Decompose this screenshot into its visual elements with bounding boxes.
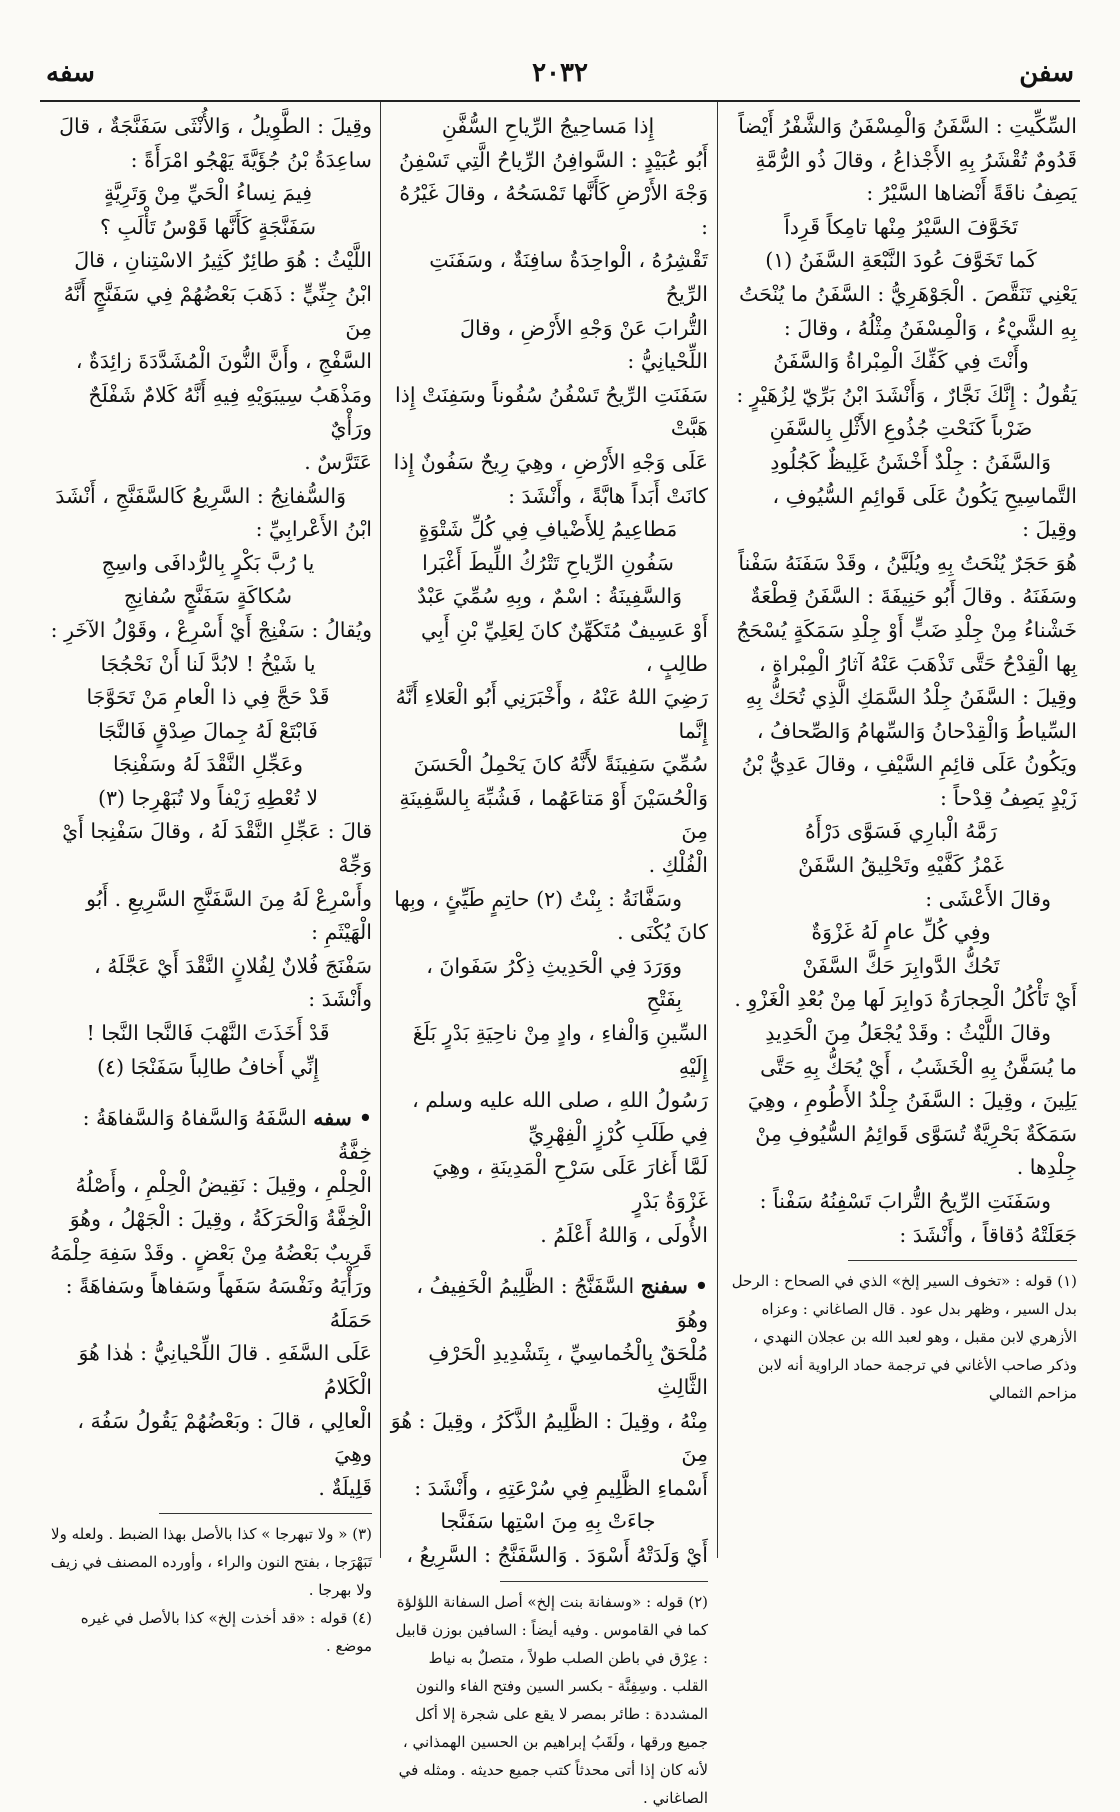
text-line: قَدُومٌ تُقْشَرُ بِهِ الأَجْذاعُ ، وقالَ ذُو الرُّمَّةِ	[755, 147, 1077, 172]
verse-line: سُكاكَةٍ سَفَنَّجٍ سُفانِجِ	[123, 584, 293, 609]
verse-line: وفِي كُلِّ عامٍ لَهُ غَزْوَةٌ	[811, 920, 991, 945]
entry-text: السَّفَهُ وَالسَّفاهُ وَالسَّفاهَةُ : خِفَّةُ	[82, 1106, 372, 1164]
text-line: لَمَّا أَغارَ عَلَى سَرْحِ الْمَدِينَةِ ، وهِيَ غَزْوَةُ بَدْرٍ	[432, 1155, 708, 1213]
text-line: يَعْنِي تَنَقَّصَ . الْجَوْهَرِيُّ : السَّفَنُ ما يُنْحَتُ	[739, 281, 1077, 306]
text-line: الْحِلْمِ ، وقِيلَ : نَقِيضُ الْحِلْمِ ، وأَصْلُهُ	[75, 1173, 372, 1198]
text-line: كانَ يُكْنَى .	[617, 920, 708, 945]
text-line: أَيْ وَلَدَتْهُ أَسْوَدَ . وَالسَّفَنَّجُ : السَّرِيعُ ،	[406, 1542, 708, 1567]
verse-line: سَفَنَّجَةٍ كَأَنَّها قَوْسُ تَأْلَبِ ؟	[99, 214, 317, 239]
page-number: ٢٠٣٢	[532, 58, 588, 88]
text-line: كانَتْ أَبَداً هابَّةً ، وأَنْشَدَ :	[508, 483, 708, 508]
column-divider-left	[380, 102, 381, 1558]
footnote-rule	[848, 1260, 1077, 1261]
verse-line: سَفُونِ الرِّياحِ تَتْرُكُ اللِّيطَ أَغْبَرا	[422, 550, 674, 575]
text-line: وقالَ الأَعْشَى :	[925, 886, 1051, 911]
footnote: (١) قوله : «تخوف السير إلخ» الذي في الصحاح : الرحل بدل السير ، وظهر بدل عود . قال الصاغاني : وعزاه الأزهري لابن مقبل ، وهو لعبد الله بن عجلان النهدي ، وذكر صاحب الأغاني في ترجمة حماد الراوية أنه لابن مزاحم الثمالي	[731, 1272, 1077, 1403]
text-line: وَالْحُسَيْنَ أَوْ مَتاعَهُما ، فَشُبِّهَ بِالسَّفِينَةِ مِنَ	[399, 785, 708, 844]
entry-line	[44, 1102, 372, 1169]
verse-line: تَخَوَّفَ السَّيْرُ مِنْها تامِكاً قَرِداً	[784, 214, 1018, 239]
column-middle	[388, 110, 708, 1807]
text-line: ووَرَدَ فِي الْحَدِيثِ ذِكْرُ سَفَوانَ ، بِفَتْحِ	[426, 953, 682, 1012]
text-line: مُلْحَقٌ بِالْخُماسِيِّ ، بِتَشْدِيدِ الْحَرْفِ الثَّالِثِ	[428, 1341, 708, 1399]
verse-line: لا تُعْطِهِ زَيْفاً ولا تُبَهْرِجا (٣)	[97, 785, 319, 810]
text-line: السَّفْجِ ، وأَنَّ النُّونَ الْمُشَدَّدَةَ زائِدَةٌ ،	[75, 349, 372, 374]
text-line: قَلِيلَةٌ .	[318, 1475, 372, 1500]
verse-line: مَطاعِيمُ لِلأَضْيافِ فِي كُلِّ شَتْوَةٍ	[418, 517, 678, 542]
text-line: أَسْماءِ الظَّلِيمِ فِي سُرْعَتِهِ ، وأَنْشَدَ :	[414, 1475, 708, 1500]
footnote: (٤) قوله : «قد أخذت إلخ» كذا بالأصل في غيره موضع .	[80, 1609, 372, 1656]
text-line: عَتَرَّسٌ .	[304, 449, 372, 474]
page-header	[40, 56, 1080, 96]
verse-line: فِيمَ نِساءُ الْحَيِّ مِنْ وَتَرِيَّةٍ	[103, 181, 313, 206]
text-line: الأُولَى ، وَاللهُ أَعْلَمُ .	[540, 1222, 708, 1247]
text-line: السِّياطُ وَالْقِدْحانُ وَالسِّهامُ وَالصِّحافُ ،	[756, 718, 1077, 743]
text-line: أَوْ عَسِيفٌ مُتَكَهِّنٌ كانَ لِعَلِيِّ بْنِ أَبِي طالِبٍ ،	[420, 617, 708, 676]
text-line: الْعالِي ، قالَ : وبَعْضُهُمْ يَقُولُ سَفُهَ ، وهِيَ	[77, 1408, 372, 1467]
text-line: ورَأْيَهُ ونَفْسَهُ سَفَهاً وسَفاهاً وسَفاهَةً : حَمَلَهُ	[65, 1274, 372, 1332]
text-line: رَسُولُ اللهِ ، صلى الله عليه وسلم ، فِي طَلَبِ كُرْزٍ الْفِهْرِيِّ	[412, 1088, 708, 1146]
entry-headword: • سفه	[313, 1106, 372, 1131]
text-line: وسَفَنَهُ . وقالَ أَبُو حَنِيفَةَ : السَّفَنُ قِطْعَةٌ	[750, 584, 1077, 609]
column-left	[44, 110, 372, 1656]
verse-line: إِذا مَساحِيجُ الرِّياحِ السُّفَّنِ	[441, 114, 655, 138]
text-line: ابْنُ جِنِّيٍّ : ذَهَبَ بَعْضُهُمْ فِي سَفَنَّجٍ أَنَّهُ مِنَ	[63, 281, 372, 340]
text-line: السِّكِّيتِ : السَّفَنُ وَالْمِسْفَنُ وَالشَّفْرُ أَيْضاً	[738, 114, 1077, 138]
verse-line: ضَرْباً كَنَحْتِ جُذُوعِ الأَثْلِ بِالسَّفَنِ	[769, 416, 1033, 441]
verse-line: يا رُبَّ بَكْرٍ بِالرُّدافَى واسِجِ	[101, 550, 315, 575]
verse-line: وأَنْتَ فِي كَفِّكَ الْمِبْراةُ وَالسَّفَنُ	[773, 349, 1029, 374]
text-line: ويُقالُ : سَفْنِجْ أَيْ أَسْرِعْ ، وقَوْلُ الآخَرِ :	[50, 617, 372, 642]
text-line: بِهِ الشَّيْءُ ، وَالْمِسْفَنُ مِثْلُهُ ، وقالَ :	[783, 315, 1077, 340]
header-right-word: سفن	[1019, 58, 1074, 88]
verse-line: قَدْ أَخَذَتَ النَّهْبَ فَالنَّجا النَّجا !	[86, 1021, 330, 1046]
text-line: عَلَى وَجْهِ الأَرْضِ ، وهِيَ رِيحٌ سَفُونٌ إِذا	[393, 449, 708, 474]
text-line: وقالَ اللَّيْثُ : وقَدْ يُجْعَلُ مِنَ الْحَدِيدِ	[765, 1021, 1051, 1046]
text-line: زَيْدٍ يَصِفُ قِدْحاً :	[939, 785, 1077, 810]
text-line: وسَفَّانَةُ : بِنْتُ (٢) حاتِمٍ طَيِّئٍ ، وبِها	[394, 886, 682, 911]
verse-line: رَمَّهُ الْبارِي فَسَوَّى دَرْأَهُ	[805, 819, 997, 844]
column-divider-right	[717, 102, 718, 1558]
text-line: قَرِيبٌ بَعْضُهُ مِنْ بَعْضٍ . وقَدْ سَفِهَ حِلْمَهُ	[49, 1240, 372, 1265]
entry-headword: • سفنج	[640, 1274, 708, 1299]
entry-text: السَّفَنَّجُ : الظَّلِيمُ الْخَفِيفُ ، وهُوَ	[416, 1274, 708, 1332]
text-line: خَشْناءُ مِنْ جِلْدِ ضَبٍّ أَوْ جِلْدِ سَمَكَةٍ يُسْحَجُ	[736, 617, 1077, 642]
text-line: رَضِيَ اللهُ عَنْهُ ، وأَخْبَرَنِي أَبُو الْعَلاءِ أَنَّهُ إِنَّما	[395, 685, 708, 743]
text-line: جَعَلَتْهُ دُقاقاً ، وأَنْشَدَ :	[899, 1222, 1077, 1247]
verse-line: إِنِّي أَخافُ طالِباً سَفَنْجَا (٤)	[97, 1054, 319, 1079]
text-line: وَالسَّفَنُ : جِلْدٌ أَخْشَنُ غَلِيظٌ كَجُلُودِ	[770, 449, 1051, 474]
footnote-rule	[159, 1513, 372, 1514]
text-line: السِّينِ وَالْفاءِ ، وادٍ مِنْ ناحِيَةِ بَدْرٍ بَلَغَ إِلَيْهِ	[412, 1021, 708, 1079]
header-rule	[40, 100, 1080, 102]
text-line: سَفَنَتِ الرِّيحُ تَسْفُنُ سُفُوناً وسَفِنَتْ إِذا هَبَّتْ	[395, 382, 708, 441]
column-right	[725, 110, 1077, 1580]
text-line: أَبُو عُبَيْدٍ : السَّوافِنُ الرِّياحُ الَّتِي تَسْفِنُ	[399, 147, 708, 172]
text-line: جِلْدِها .	[1016, 1155, 1077, 1180]
verse-line: تَحُكُّ الدَّوابِرَ حَكَّ السَّفَنْ	[802, 953, 1000, 978]
text-line: اللَّيْثُ : هُوَ طائِرٌ كَثِيرُ الاسْتِنانِ ، قالَ	[74, 248, 372, 273]
text-line: يَلِينَ ، وقِيلَ : السَّفَنُ جِلْدُ الأَطُومِ ، وهِيَ	[747, 1088, 1077, 1113]
text-line: أَيْ تَأْكُلُ الْحِجارَةُ دَوابِرَ لَها مِنْ بُعْدِ الْغَزْوِ .	[734, 987, 1077, 1012]
verse-line: جاءَتْ بِهِ مِنَ اسْتِها سَفَنَّجا	[440, 1509, 656, 1534]
text-line: ومَذْهَبُ سِيبَوَيْهِ فِيهِ أَنَّهُ كَلامٌ شَفْلَحٌ ورَأْيٌ	[88, 382, 372, 441]
entry-line	[388, 1270, 708, 1337]
text-line: قالَ : عَجِّلِ النَّقْدَ لَهُ ، وقالَ سَفْنِجا أَيْ وَجِّهْ	[62, 819, 372, 878]
text-line: الْخِفَّةُ وَالْحَرَكَةُ ، وقِيلَ : الْجَهْلُ ، وهُوَ	[69, 1207, 372, 1231]
entry-gap	[388, 1252, 708, 1270]
text-line: وَالسَّفِينَةُ : اسْمٌ ، وبِهِ سُمِّيَ عَبْدٌ	[417, 584, 682, 609]
verse-line: وعَجِّلِ النَّقْدَ لَهُ وسَفْنِجَا	[112, 752, 304, 777]
text-line: التُّرابَ عَنْ وَجْهِ الأَرْضِ ، وقالَ اللِّحْيانِيُّ :	[460, 315, 708, 374]
text-line: التَّماسِيحِ يَكُونُ عَلَى قَوائِمِ السُّيُوفِ ، وقِيلَ :	[772, 483, 1077, 542]
text-line: هُوَ حَجَرٌ يُنْحَتُ بِهِ ويُلَيَّنُ ، وقَدْ سَفَنَهُ سَفْناً	[738, 550, 1077, 575]
entry-gap	[44, 1084, 372, 1102]
verse-line: يا شَيْخُ ! لابُدَّ لَنا أَنْ نَحْجُجَا	[100, 651, 316, 676]
text-line: ويَكُونُ عَلَى قائِمِ السَّيْفِ ، وقالَ عَدِيُّ بْنُ	[741, 752, 1077, 777]
text-line: سَمَكَةٌ بَحْرِيَّةٌ تُسَوَّى قَوائِمُ السُّيُوفِ مِنْ	[755, 1121, 1077, 1146]
text-line: بِها الْقِدْحُ حَتَّى تَذْهَبَ عَنْهُ آثارُ الْمِبْراةِ ،	[759, 651, 1077, 676]
text-line: وَجْهَ الأَرْضِ كَأَنَّها تَمْسَحُهُ ، وقالَ غَيْرُهُ :	[399, 181, 708, 239]
footnote: (٣) « ولا تبهرجا » كذا بالأصل بهذا الضبط . ولعله ولا تَبَهْرَجا ، بفتح النون والراء ، وأورده المصنف في زيف ولا بهرجا .	[50, 1525, 372, 1600]
verse-line: قَدْ حَجَّ فِي ذا الْعامِ مَنْ تَحَوَّجَا	[86, 685, 330, 710]
text-line: يَقُولُ : إِنَّكَ نَجَّارٌ ، وَأَنْشَدَ ابْنُ بَرِّيّ لِزُهَيْرٍ :	[736, 382, 1077, 407]
text-line: ما يُسَفَّنُ بِهِ الْخَشَبُ ، أَيْ يُحَكُّ بِهِ حَتَّى	[760, 1054, 1077, 1079]
text-line: مِنْهُ ، وقِيلَ : الظَّلِيمُ الذَّكَرُ ، وقِيلَ : هُوَ مِنَ	[390, 1408, 708, 1467]
text-line: ابْنُ الأَعْرابِيِّ :	[255, 517, 372, 542]
text-line: وقِيلَ : الطَّوِيلُ ، وَالأُنْثَى سَفَنَّجَةٌ ، قالَ	[59, 114, 372, 138]
text-line: ساعِدَةُ بْنُ جُؤَيَّةَ يَهْجُو امْرَأَةً :	[130, 147, 372, 172]
text-line: الْفُلْكِ .	[648, 853, 708, 878]
text-line: وقِيلَ : السَّفَنُ جِلْدُ السَّمَكِ الَّذِي تُحَكُّ بِهِ	[745, 685, 1077, 710]
footnote: (٢) قوله : «وسفانة بنت إلخ» أصل السفانة اللؤلؤة كما في القاموس . وفيه أيضاً : السافين بوزن قابيل : عِرْق في باطن الصلب طولاً ، متصلٌ به نياط القلب . وسِفِنَّة - بكسر السين وفتح الفاء والنون المشددة : طائر بمصر لا يقع على شجرة إلا أكل جميع ورقها ، ولَقَبُ إبراهيم بن الحسين الهمذاني ، لأنه كان إذا أتى محدثاً كتب جميع حديثه . ومثله في الصاغاني .	[395, 1592, 708, 1807]
verse-line: فَابْتَعْ لَهُ جِمالَ صِدْقٍ فَالنَّجَا	[98, 718, 318, 743]
text-line: تَقْشِرُهُ ، الْواحِدَةُ سافِنَةٌ ، وسَفَنَتِ الرِّيحُ	[429, 248, 708, 306]
text-line: يَصِفُ ناقَةً أَنْضاها السَّيْرُ :	[866, 181, 1077, 206]
verse-line: كَما تَخَوَّفَ عُودَ النَّبْعَةِ السَّفَنُ (١)	[765, 248, 1037, 273]
text-line: سَفْنَجَ فُلانٌ لِفُلانٍ النَّقْدَ أَيْ عَجَّلَهُ ، وأَنْشَدَ :	[94, 953, 372, 1012]
text-line: وَالسُّفانِجُ : السَّرِيعُ كَالسَّفَنَّجِ ، أَنْشَدَ	[55, 483, 346, 508]
text-line: سُمِّيَ سَفِينَةً لأَنَّهُ كانَ يَحْمِلُ الْحَسَنَ	[413, 752, 708, 777]
header-left-word: سفه	[46, 58, 95, 88]
text-line: وأَسْرِعْ لَهُ مِنَ السَّفَنَّجِ السَّرِيعِ . أَبُو الْهَيْثَمِ :	[86, 886, 372, 945]
footnote-rule	[500, 1581, 708, 1582]
text-line: وسَفَنَتِ الرِّيحُ التُّرابَ تَسْفِنُهُ سَفْناً :	[759, 1189, 1051, 1213]
verse-line: غَمْزُ كَفَّيْهِ وتَحْلِيقُ السَّفَنْ	[798, 853, 1004, 878]
text-line: عَلَى السَّفَهِ . قالَ اللِّحْيانِيُّ : هٰذا هُوَ الْكَلامُ	[78, 1341, 372, 1399]
